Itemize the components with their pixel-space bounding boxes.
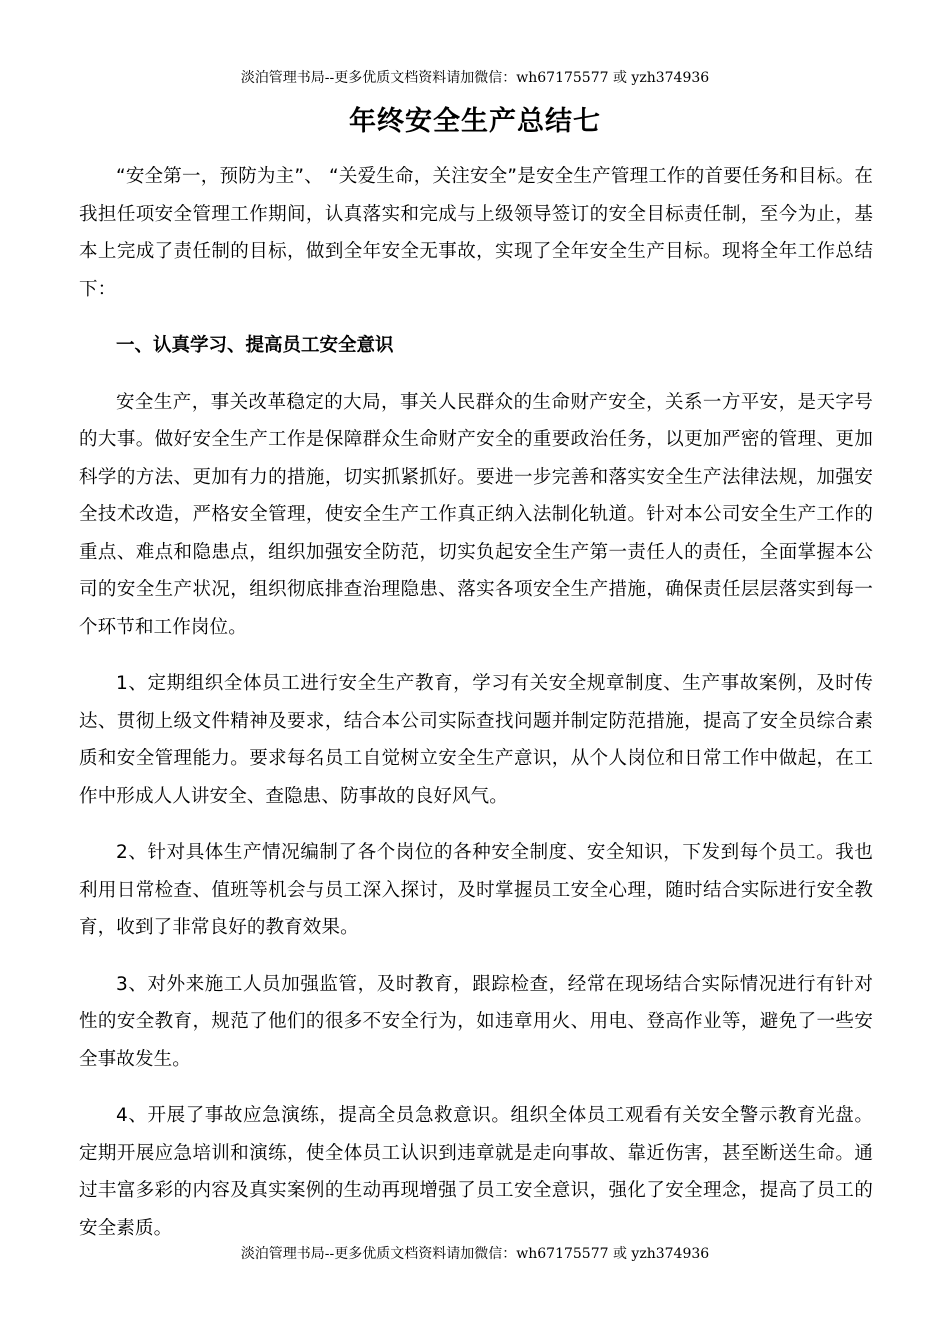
footer-watermark-note: 淡泊管理书局--更多优质文档资料请加微信：wh67175577 或 yzh374936 (240, 1246, 710, 1262)
list-item-paragraph-2: 2、针对具体生产情况编制了各个岗位的各种安全制度、安全知识，下发到每个员工。我也利用日常检查、值班等机会与员工深入探讨，及时掌握员工安全心理，随时结合实际进行安全教育，收到了非常良好的教育效果。 (79, 842, 873, 938)
body-paragraph: 安全生产，事关改革稳定的大局，事关人民群众的生命财产安全，关系一方平安，是天字号的大事。做好安全生产工作是保障群众生命财产安全的重要政治任务，以更加严密的管理、更加科学的方法、更加有力的措施，切实抓紧抓好。要进一步完善和落实安全生产法律法规，加强安全技术改造，严格安全管理，使安全生产工作真正纳入法制化轨道。针对本公司安全生产工作的重点、难点和隐患点，组织加强安全防范，切实负起安全生产第一责任人的责任，全面掌握本公司的安全生产状况，组织彻底排查治理隐患、落实各项安全生产措施，确保责任层层落实到每一个环节和工作岗位。 (79, 391, 873, 638)
intro-paragraph: “安全第一，预防为主”、 “关爱生命，关注安全”是安全生产管理工作的首要任务和目标。在我担任项安全管理工作期间，认真落实和完成与上级领导签订的安全目标责任制，至今为止，基本上完成了责任制的目标，做到全年安全无事故，实现了全年安全生产目标。现将全年工作总结下： (79, 166, 873, 300)
document-body (79, 158, 873, 1266)
section-heading: 一、认真学习、提高员工安全意识 (116, 335, 394, 356)
document-title: 年终安全生产总结七 (349, 106, 601, 137)
list-item-paragraph-4: 4、开展了事故应急演练，提高全员急救意识。组织全体员工观看有关安全警示教育光盘。定期开展应急培训和演练，使全体员工认识到违章就是走向事故、靠近伤害，甚至断送生命。通过丰富多彩的内容及真实案例的生动再现增强了员工安全意识，强化了安全理念，提高了员工的安全素质。 (79, 1105, 873, 1239)
list-item-paragraph-3: 3、对外来施工人员加强监管，及时教育，跟踪检查，经常在现场结合实际情况进行有针对性的安全教育，规范了他们的很多不安全行为，如违章用火、用电、登高作业等，避免了一些安全事故发生。 (79, 973, 873, 1070)
list-item-paragraph-1: 1、定期组织全体员工进行安全生产教育，学习有关安全规章制度、生产事故案例，及时传达、贯彻上级文件精神及要求，结合本公司实际查找问题并制定防范措施，提高了安全员综合素质和安全管理能力。要求每名员工自觉树立安全生产意识，从个人岗位和日常工作中做起，在工作中形成人人讲安全、查隐患、防事故的良好风气。 (79, 673, 873, 807)
header-watermark-note: 淡泊管理书局--更多优质文档资料请加微信：wh67175577 或 yzh374936 (240, 70, 710, 86)
